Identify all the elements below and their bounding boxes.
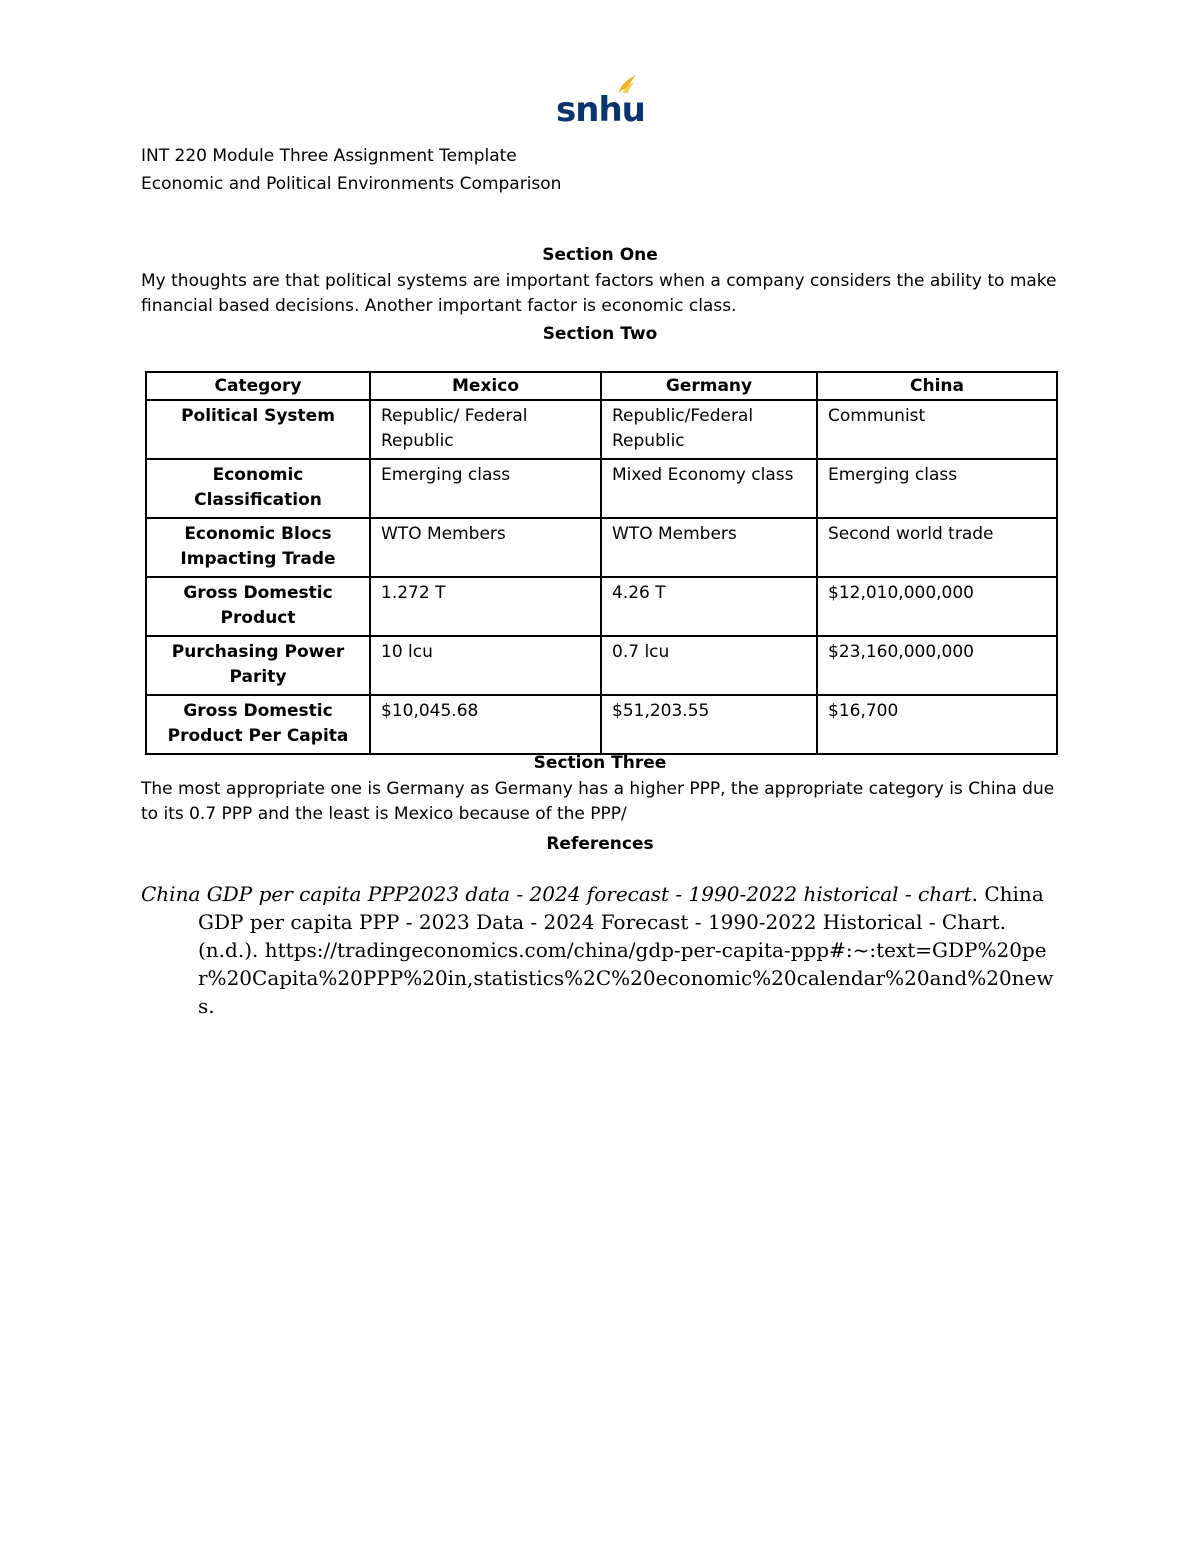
cell-mexico: WTO Members <box>370 518 601 577</box>
cell-germany: Mixed Economy class <box>601 459 817 518</box>
row-category: Political System <box>146 400 370 459</box>
cell-mexico: 10 lcu <box>370 636 601 695</box>
assignment-subtitle: Economic and Political Environments Comparison <box>141 174 562 194</box>
reference-details: . China GDP per capita PPP - 2023 Data - 2024 Forecast - 1990-2022 Historical - Chart. (n.d.). <box>198 882 1044 962</box>
cell-china: $23,160,000,000 <box>817 636 1057 695</box>
table-row <box>146 400 1057 459</box>
row-category: Economic Blocs Impacting Trade <box>146 518 370 577</box>
row-category: Economic Classification <box>146 459 370 518</box>
cell-china: $16,700 <box>817 695 1057 754</box>
cell-germany: 4.26 T <box>601 577 817 636</box>
cell-mexico: Emerging class <box>370 459 601 518</box>
cell-china: Emerging class <box>817 459 1057 518</box>
table-row <box>146 636 1057 695</box>
table-row <box>146 577 1057 636</box>
cell-germany: $51,203.55 <box>601 695 817 754</box>
table-row <box>146 518 1057 577</box>
section-three-body: The most appropriate one is Germany as Germany has a higher PPP, the appropriate category is China due to its 0.7 PPP and the least is Mexico because of the PPP/ <box>141 779 1055 824</box>
cell-china: Communist <box>817 400 1057 459</box>
reference-title: China GDP per capita PPP2023 data - 2024 forecast - 1990-2022 historical - chart <box>141 882 972 906</box>
header-category: Category <box>146 372 370 400</box>
cell-germany: 0.7 lcu <box>601 636 817 695</box>
cell-mexico: Republic/ Federal Republic <box>370 400 601 459</box>
section-two-title: Section Two <box>542 324 658 344</box>
snhu-logo <box>556 72 645 134</box>
row-category: Gross Domestic Product Per Capita <box>146 695 370 754</box>
cell-china: Second world trade <box>817 518 1057 577</box>
header-mexico: Mexico <box>370 372 601 400</box>
course-title: INT 220 Module Three Assignment Template <box>141 146 517 166</box>
cell-germany: WTO Members <box>601 518 817 577</box>
header-china: China <box>817 372 1057 400</box>
cell-mexico: $10,045.68 <box>370 695 601 754</box>
section-one-body: My thoughts are that political systems are important factors when a company considers the ability to make financial based decisions. Another important factor is economic class. <box>141 271 1057 316</box>
table-header-row <box>146 372 1057 400</box>
references-title: References <box>546 834 654 854</box>
reference-url[interactable]: https://tradingeconomics.com/china/gdp-per-capita-ppp#:~:text=GDP%20per%20Capita%20PPP%20in,statistics%2C%20economic%20calendar%20and%20news. <box>198 938 1054 1018</box>
logo-text: snhu <box>556 90 645 130</box>
table-row <box>146 459 1057 518</box>
row-category: Purchasing Power Parity <box>146 636 370 695</box>
table-row <box>146 695 1057 754</box>
cell-germany: Republic/Federal Republic <box>601 400 817 459</box>
reference-entry <box>141 880 1061 1020</box>
section-one-title: Section One <box>542 245 658 265</box>
comparison-table <box>145 371 1058 755</box>
cell-mexico: 1.272 T <box>370 577 601 636</box>
section-three-title: Section Three <box>533 753 667 773</box>
row-category: Gross Domestic Product <box>146 577 370 636</box>
cell-china: $12,010,000,000 <box>817 577 1057 636</box>
header-germany: Germany <box>601 372 817 400</box>
